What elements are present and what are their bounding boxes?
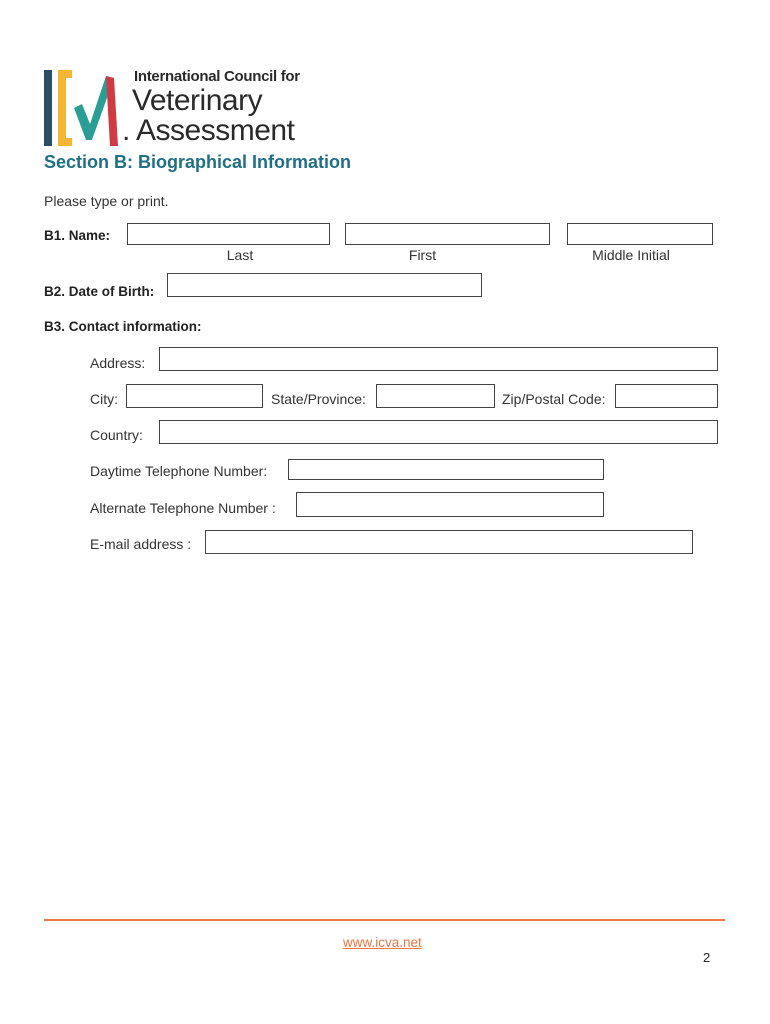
b3-contact-label: B3. Contact information: [44, 319, 202, 334]
state-province-label: State/Province: [271, 391, 366, 407]
last-name-caption: Last [226, 247, 254, 263]
city-label: City: [90, 391, 118, 407]
daytime-phone-field[interactable] [288, 459, 604, 480]
page-number: 2 [703, 950, 711, 965]
logo-line-3: . Assessment [122, 114, 295, 147]
zip-postal-label: Zip/Postal Code: [502, 391, 606, 407]
b2-dob-label: B2. Date of Birth: [44, 284, 155, 299]
country-label: Country: [90, 427, 143, 443]
country-field[interactable] [159, 420, 718, 444]
zip-postal-field[interactable] [615, 384, 718, 408]
icva-logo-mark [44, 68, 126, 148]
first-name-caption: First [408, 247, 437, 263]
city-field[interactable] [126, 384, 263, 408]
middle-initial-caption: Middle Initial [592, 247, 670, 263]
section-title: Section B: Biographical Information [44, 152, 352, 172]
alternate-phone-label: Alternate Telephone Number : [90, 500, 276, 516]
daytime-phone-label: Daytime Telephone Number: [90, 463, 268, 479]
logo-line-2: Veterinary [132, 84, 263, 117]
icva-logo [44, 68, 304, 148]
email-label: E-mail address : [90, 536, 192, 552]
logo-line-1: International Council for [134, 68, 300, 85]
middle-initial-field[interactable] [567, 223, 713, 245]
address-field[interactable] [159, 347, 718, 371]
last-name-field[interactable] [127, 223, 330, 245]
date-of-birth-field[interactable] [167, 273, 482, 297]
first-name-field[interactable] [345, 223, 550, 245]
footer-website-link[interactable]: www.icva.net [343, 935, 422, 950]
instructions-text: Please type or print. [44, 193, 169, 209]
b1-name-label: B1. Name: [44, 228, 111, 243]
email-field[interactable] [205, 530, 693, 554]
footer-rule [44, 919, 725, 921]
alternate-phone-field[interactable] [296, 492, 604, 517]
address-label: Address: [90, 355, 146, 371]
state-province-field[interactable] [376, 384, 495, 408]
